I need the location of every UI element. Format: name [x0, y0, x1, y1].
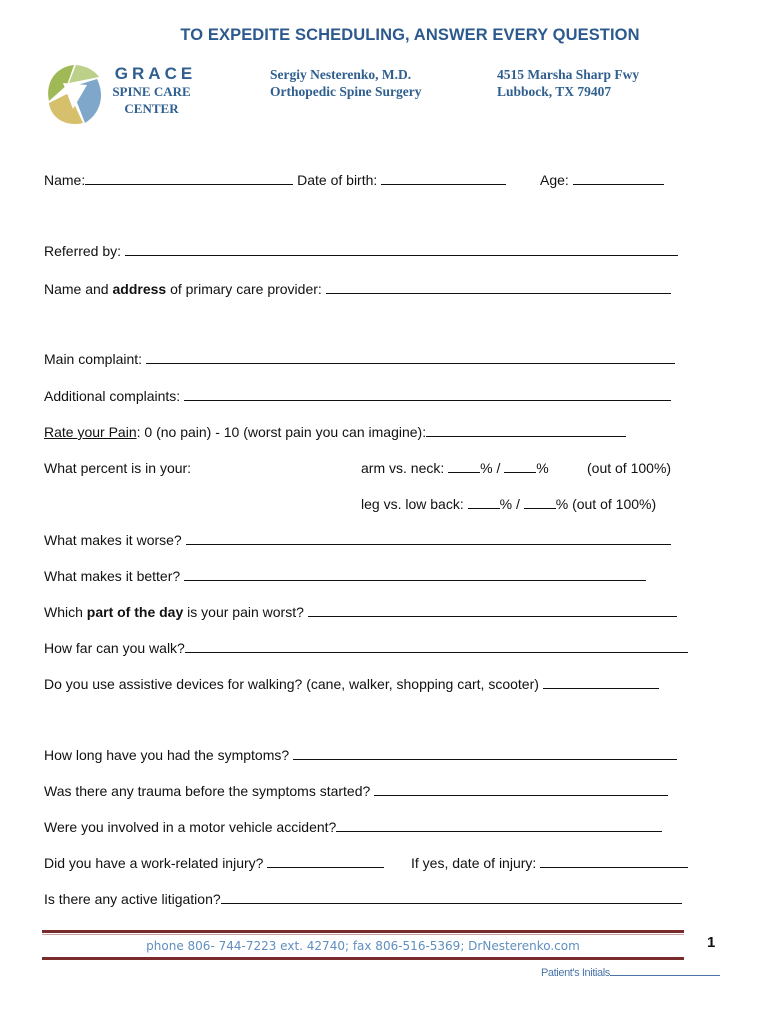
- worse-label: What makes it worse?: [44, 532, 182, 548]
- worst-time-post: is your pain worst?: [183, 604, 304, 620]
- litigation-row: [44, 891, 682, 907]
- leg-back-end: % (out of 100%): [555, 496, 657, 512]
- pain-rating-row: [44, 424, 626, 440]
- footer-contact: phone 806- 744-7223 ext. 42740; fax 806-516-5369; DrNesterenko.com: [146, 939, 580, 953]
- worst-time-field[interactable]: [308, 604, 677, 617]
- worse-row: [44, 532, 671, 548]
- mva-row: [44, 819, 662, 835]
- additional-complaints-field[interactable]: [184, 388, 671, 401]
- arm-neck-row: [361, 460, 549, 476]
- logo-line-1: SPINE CARE: [112, 84, 191, 99]
- pcp-label-pre: Name and: [44, 281, 113, 297]
- better-label: What makes it better?: [44, 568, 181, 584]
- injury-date-label: If yes, date of injury:: [411, 855, 537, 871]
- percent-question: What percent is in your:: [44, 460, 192, 476]
- work-injury-row: [44, 855, 384, 871]
- arm-neck-label: arm vs. neck:: [361, 460, 445, 476]
- page-title: TO EXPEDITE SCHEDULING, ANSWER EVERY QUESTION: [180, 26, 640, 44]
- worse-field[interactable]: [186, 532, 671, 545]
- work-injury-label: Did you have a work-related injury?: [44, 855, 264, 871]
- better-field[interactable]: [184, 568, 646, 581]
- referred-row: [44, 243, 678, 259]
- trauma-row: [44, 783, 668, 799]
- age-row: [540, 172, 664, 188]
- dob-label: Date of birth:: [297, 172, 378, 188]
- dob-field[interactable]: [381, 172, 506, 185]
- pain-rating-field[interactable]: [426, 424, 626, 437]
- mva-label: Were you involved in a motor vehicle accident?: [44, 819, 337, 835]
- pain-rating-label: Rate your Pain: [44, 424, 137, 440]
- address-street: 4515 Marsha Sharp Fwy: [497, 67, 640, 82]
- patient-initials-label: Patient's Initials: [541, 967, 610, 979]
- main-complaint-row: [44, 351, 675, 367]
- patient-initials-row: [541, 965, 720, 979]
- age-label: Age:: [540, 172, 569, 188]
- pcp-label-post: of primary care provider:: [166, 281, 322, 297]
- trauma-label: Was there any trauma before the symptoms started?: [44, 783, 371, 799]
- additional-complaints-row: [44, 388, 671, 404]
- name-field[interactable]: [85, 172, 293, 185]
- walk-row: [44, 640, 688, 656]
- additional-complaints-label: Additional complaints:: [44, 388, 181, 404]
- pcp-row: [44, 281, 671, 297]
- leg-back-sep: % /: [499, 496, 520, 512]
- pcp-label-bold: address: [112, 281, 167, 297]
- page-number: 1: [707, 934, 716, 951]
- referred-field[interactable]: [125, 243, 678, 256]
- name-row: [44, 172, 506, 188]
- walk-label: How far can you walk?: [44, 640, 185, 656]
- arm-neck-end: %: [536, 460, 549, 476]
- age-field[interactable]: [573, 172, 664, 185]
- footer-rule-thin: [42, 934, 684, 935]
- leg-back-label: leg vs. low back:: [361, 496, 464, 512]
- work-injury-field[interactable]: [267, 855, 384, 868]
- patient-initials-field[interactable]: [610, 965, 720, 976]
- assistive-row: [44, 676, 659, 692]
- injury-date-row: [411, 855, 688, 871]
- arm-percent-field[interactable]: [448, 460, 480, 473]
- arm-neck-sep: % /: [480, 460, 501, 476]
- out-of-100-label: (out of 100%): [587, 460, 672, 476]
- better-row: [44, 568, 646, 584]
- symptoms-duration-field[interactable]: [293, 747, 677, 760]
- assistive-field[interactable]: [543, 676, 659, 689]
- mva-field[interactable]: [336, 819, 662, 832]
- trauma-field[interactable]: [374, 783, 668, 796]
- worst-time-pre: Which: [44, 604, 87, 620]
- footer-rule-top: [42, 930, 684, 933]
- back-percent-field[interactable]: [524, 496, 556, 509]
- worst-time-bold: part of the day: [86, 604, 184, 620]
- injury-date-field[interactable]: [540, 855, 688, 868]
- litigation-label: Is there any active litigation?: [44, 891, 221, 907]
- doctor-specialty: Orthopedic Spine Surgery: [270, 84, 422, 99]
- pain-rating-text: : 0 (no pain) - 10 (worst pain you can imagine):: [136, 424, 427, 440]
- leg-percent-field[interactable]: [468, 496, 500, 509]
- logo-line-2: CENTER: [124, 101, 179, 116]
- footer-rule-bottom: [42, 957, 684, 960]
- symptoms-duration-label: How long have you had the symptoms?: [44, 747, 290, 763]
- worst-time-row: [44, 604, 677, 620]
- litigation-field[interactable]: [221, 891, 682, 904]
- assistive-label: Do you use assistive devices for walking? (cane, walker, shopping cart, scooter): [44, 676, 539, 692]
- referred-label: Referred by:: [44, 243, 122, 259]
- address-city: Lubbock, TX 79407: [497, 84, 612, 99]
- logo-word: GRACE: [114, 64, 197, 83]
- grace-spine-logo-icon: [43, 63, 105, 127]
- main-complaint-field[interactable]: [146, 351, 675, 364]
- main-complaint-label: Main complaint:: [44, 351, 143, 367]
- doctor-name: Sergiy Nesterenko, M.D.: [270, 67, 412, 82]
- leg-back-row: [361, 496, 656, 512]
- symptoms-duration-row: [44, 747, 677, 763]
- name-label: Name:: [44, 172, 86, 188]
- pcp-field[interactable]: [326, 281, 671, 294]
- neck-percent-field[interactable]: [504, 460, 536, 473]
- walk-field[interactable]: [185, 640, 688, 653]
